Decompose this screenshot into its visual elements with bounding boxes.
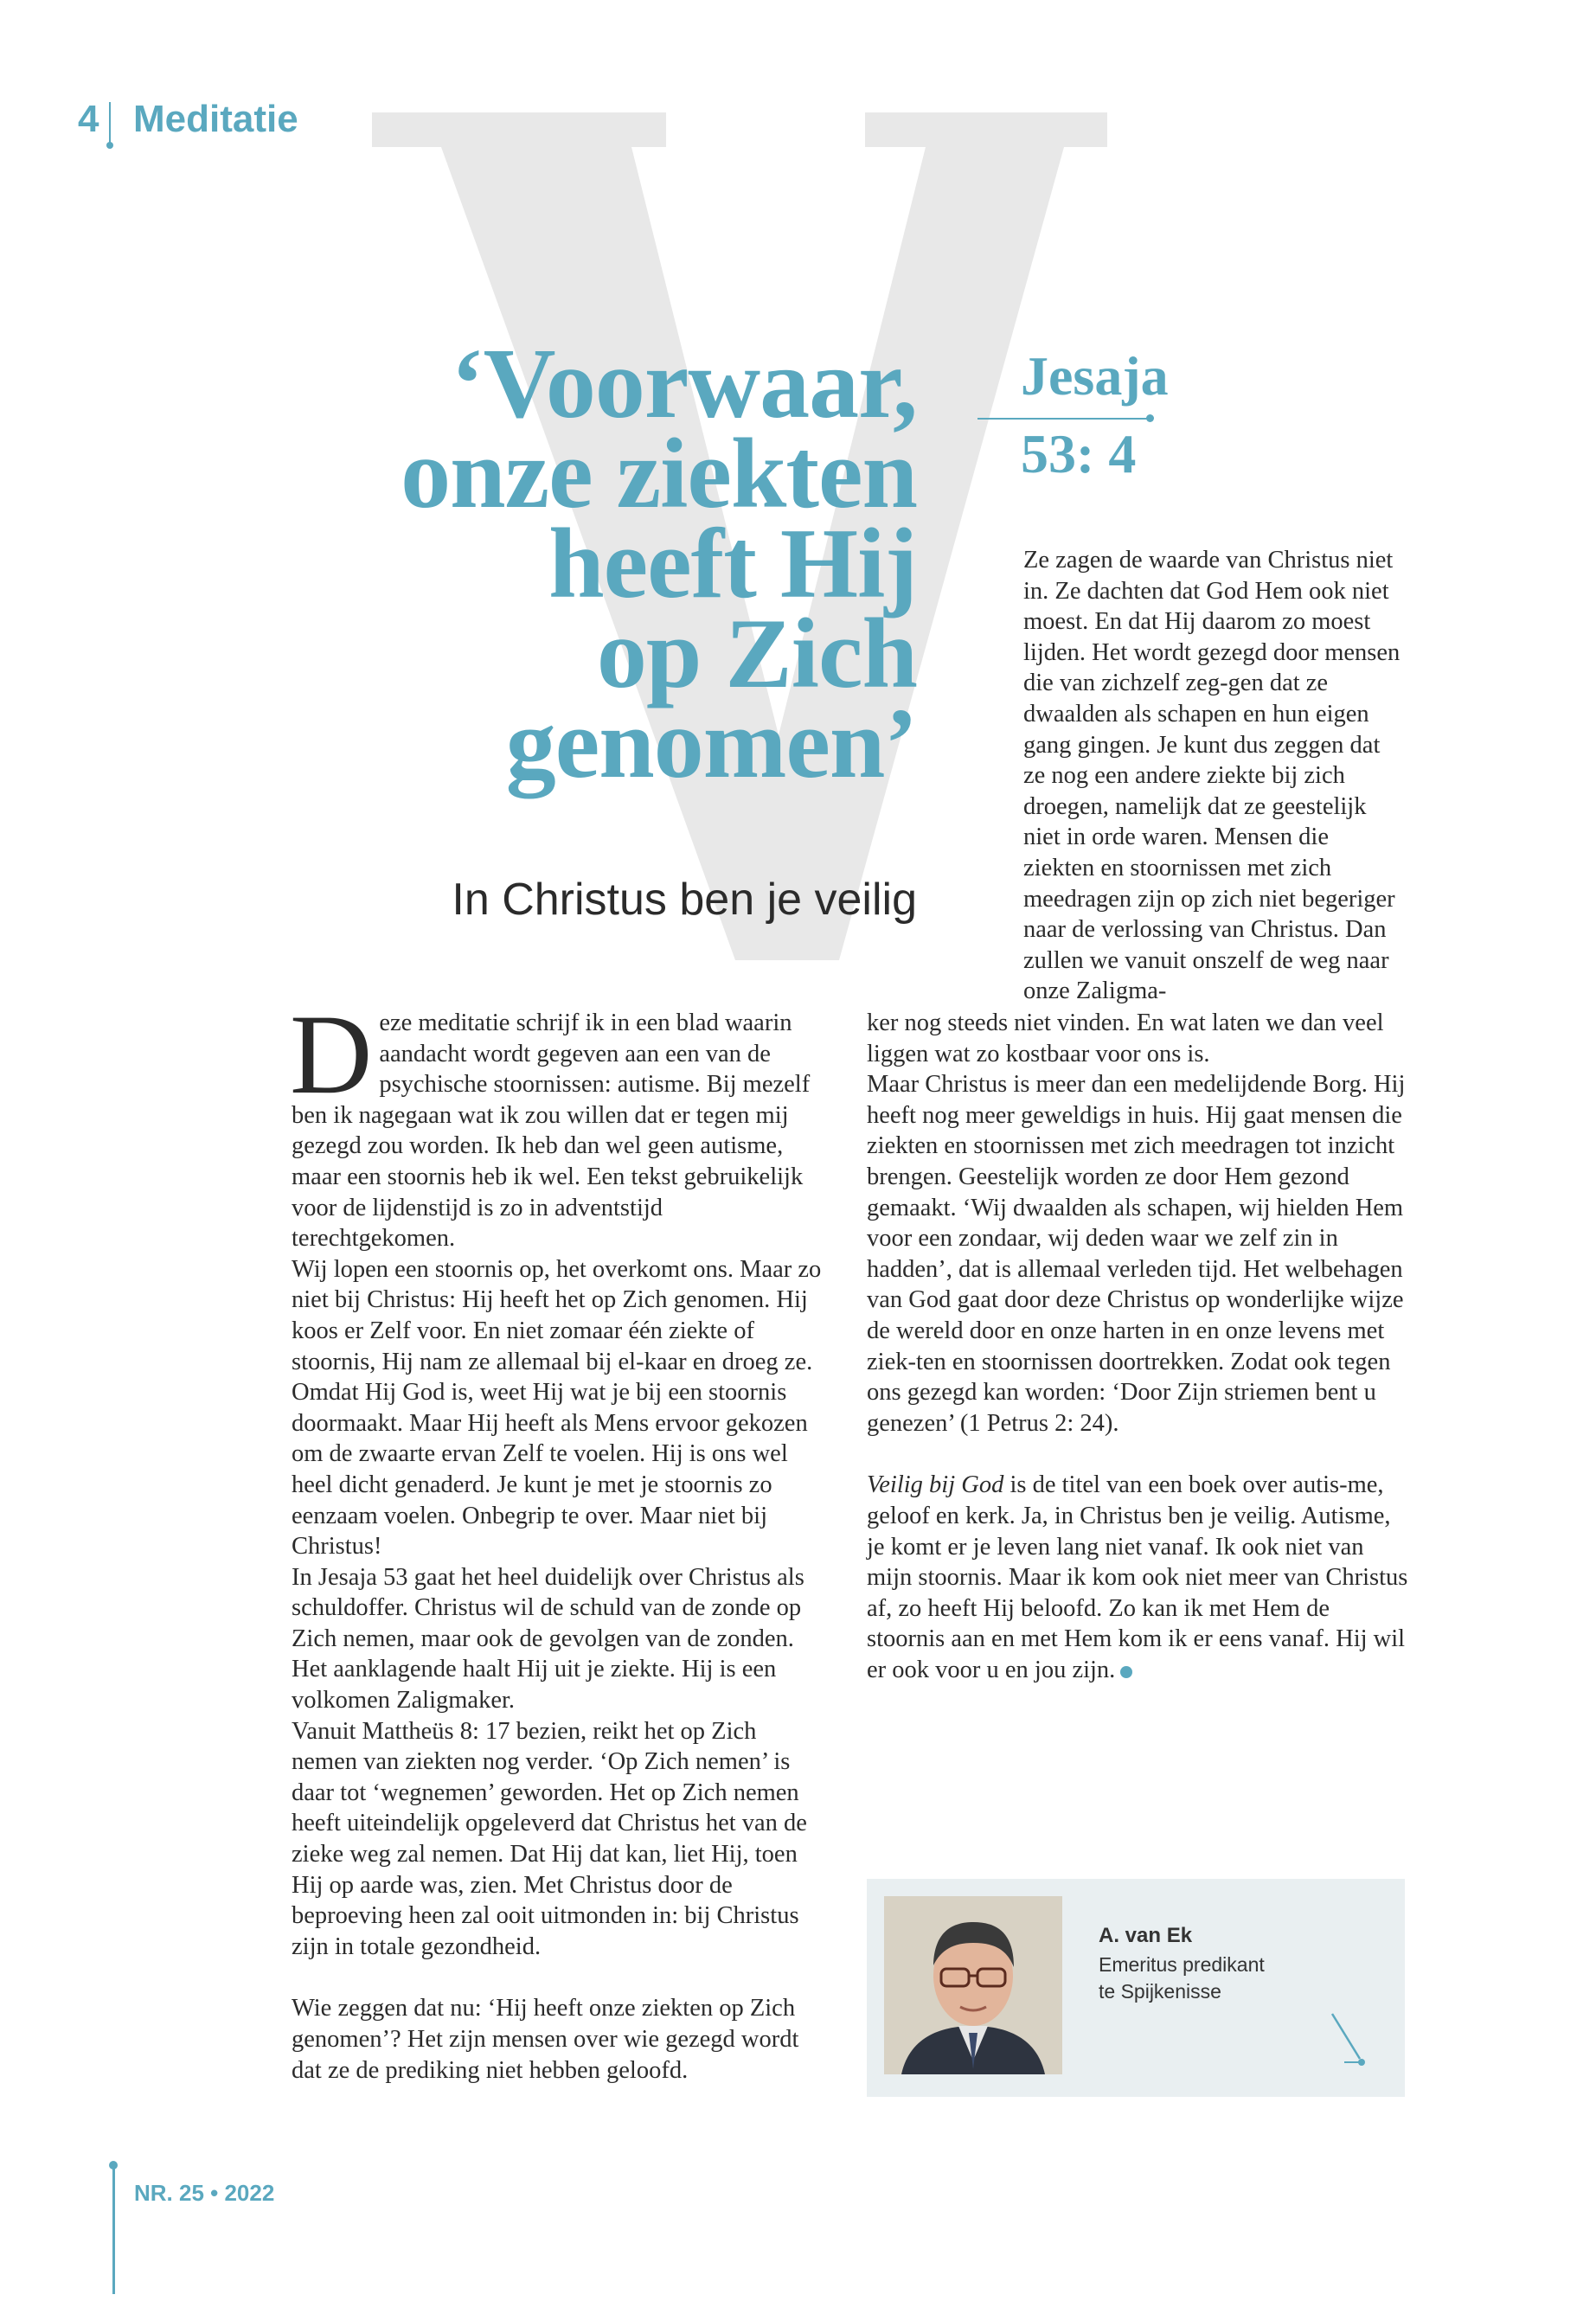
author-role: [1099, 1952, 1358, 2005]
header-divider-dot: [106, 142, 113, 149]
article-column-left: [290, 990, 828, 2086]
article-title: [260, 329, 917, 799]
paragraph-text: eze meditatie schrijf ik in een blad waarin aandacht wordt gegeven aan een van de psychische stoornissen: autisme. Bij mezelf ben ik nagegaan wat ik zou willen dat er tegen mij gezegd zou worden. Ik heb dan wel geen autisme, maar een stoornis heb ik wel. Een tekst gebruikelijk voor de lijdenstijd is zo in adventstijd terechtgekomen.: [292, 1009, 811, 1253]
book-title: Veilig bij God: [867, 1471, 1004, 1499]
pen-icon: [1325, 2009, 1368, 2069]
author-role-line: te Spijkenisse: [1099, 1980, 1221, 2003]
paragraph-text: is de titel van een boek over autis-me, geloof en kerk. Ja, in Christus ben je veilig. Autisme, je komt er je leven lang niet vanaf. Ik ook niet van mijn stoornis. Maar ik kom ook niet meer van Christus af, zo heeft Hij beloofd. Zo kan ik met Hem de stoornis aan en met Hem kom ik er eens vanaf. Hij wil er ook voor u en jou zijn.: [867, 1471, 1408, 1683]
paragraph: Ze zagen de waarde van Christus niet in. Ze dachten dat God Hem ook niet moest. En dat Hij daarom zo moest lijden. Het wordt gezegd door mensen die van zichzelf zeg-gen dat ze dwaalden als schapen en hun eigen gang gingen. Je kunt dus zeggen dat ze nog een andere ziekte bij zich droegen, namelijk dat ze geestelijk niet in orde waren. Mensen die ziekten en stoornissen met zich meedragen zijn op zich niet begeriger naar de verlossing van Christus. Dan zullen we vanuit onszelf de weg naar onze Zaligma-: [1023, 547, 1401, 1005]
header-divider: [109, 102, 111, 145]
footer-divider: [112, 2164, 115, 2294]
paragraph: Vanuit Mattheüs 8: 17 bezien, reikt het op Zich nemen van ziekten nog verder. ‘Op Zich nemen’ is daar tot ‘wegnemen’ geworden. Het op Zich nemen heeft uiteindelijk opgeleverd dat Christus het van de zieke weg zal nemen. Dat Hij dat kan, liet Hij, toen Hij op aarde was, zien. Met Christus door de beproeving heen zal ooit uitmonden in: bij Christus zijn in totale gezondheid.: [292, 1717, 807, 1960]
title-line: genomen’: [505, 689, 917, 799]
paragraph: Wij lopen een stoornis op, het overkomt ons. Maar zo niet bij Christus: Hij heeft het op Zich genomen. Hij koos er Zelf voor. En niet zomaar één ziekte of stoornis, Hij nam ze allemaal bij el-kaar en droeg ze. Omdat Hij God is, weet Hij wat je bij een stoornis doormaakt. Maar Hij heeft als Mens ervoor gekozen om de zwaarte ervan Zelf te voelen. Hij is ons wel heel dicht genaderd. Je kunt je met je stoornis zo eenzaam voelen. Onbegrip te over. Maar niet bij Christus!: [292, 1255, 822, 1561]
reference-divider-dot: [1146, 414, 1154, 422]
paragraph: ker nog steeds niet vinden. En wat laten we dan veel liggen wat zo kostbaar voor ons is.: [867, 1009, 1384, 1067]
author-name: A. van Ek: [1099, 1924, 1193, 1947]
section-label: Meditatie: [133, 98, 298, 140]
reference-verse: 53: 4: [1021, 423, 1137, 484]
title-line: onze ziekten: [401, 419, 917, 529]
paragraph: Maar Christus is meer dan een medelijdende Borg. Hij heeft nog meer geweldigs in huis. Hij gaat mensen die ziekten en stoornissen met zich meedragen tot inzicht brengen. Geestelijk worden ze door Hem gezond gemaakt. ‘Wij dwaalden als schapen, wij hielden Hem voor een zondaar, wij deden waar we zelf zin in hadden’, dat is allemaal verleden tijd. Het welbehagen van God gaat door deze Christus op wonderlijke wijze de wereld door en onze harten in en onze levens met ziek-ten en stoornissen doortrekken. Zodat ook tegen ons gezegd kan worden: ‘Door Zijn striemen bent u genezen’ (1 Petrus 2: 24).: [867, 1071, 1406, 1437]
title-line: ‘Voorwaar,: [451, 329, 917, 439]
paragraph: [867, 1470, 1412, 1685]
paragraph: [290, 990, 828, 1254]
author-box: [867, 1879, 1405, 2097]
drop-cap: D: [290, 990, 373, 1118]
article-column-top: [1023, 545, 1404, 1007]
author-photo: [884, 1896, 1062, 2074]
footer-divider-dot: [109, 2161, 118, 2170]
paragraph: In Jesaja 53 gaat het heel duidelijk over Christus als schuldoffer. Christus wil de schuld van de zonde op Zich nemen, maar ook de gevolgen van de zonden. Het aanklagende haalt Hij uit je ziekte. Hij is een volkomen Zaligmaker.: [292, 1563, 804, 1715]
reference-divider: [977, 418, 1151, 420]
page-number: 4: [78, 98, 99, 140]
article-column-right: [867, 1008, 1412, 1685]
paragraph: Wie zeggen dat nu: ‘Hij heeft onze ziekten op Zich genomen’? Het zijn mensen over wie gezegd wordt dat ze de prediking niet hebben geloofd.: [292, 1995, 799, 2084]
end-mark: [1120, 1666, 1132, 1678]
title-line: heeft Hij: [548, 509, 917, 619]
reference-book: Jesaja: [1021, 345, 1169, 407]
issue-number: NR. 25 • 2022: [134, 2180, 275, 2206]
title-line: op Zich: [596, 599, 917, 709]
article-subtitle: In Christus ben je veilig: [452, 875, 917, 925]
author-role-line: Emeritus predikant: [1099, 1953, 1265, 1976]
